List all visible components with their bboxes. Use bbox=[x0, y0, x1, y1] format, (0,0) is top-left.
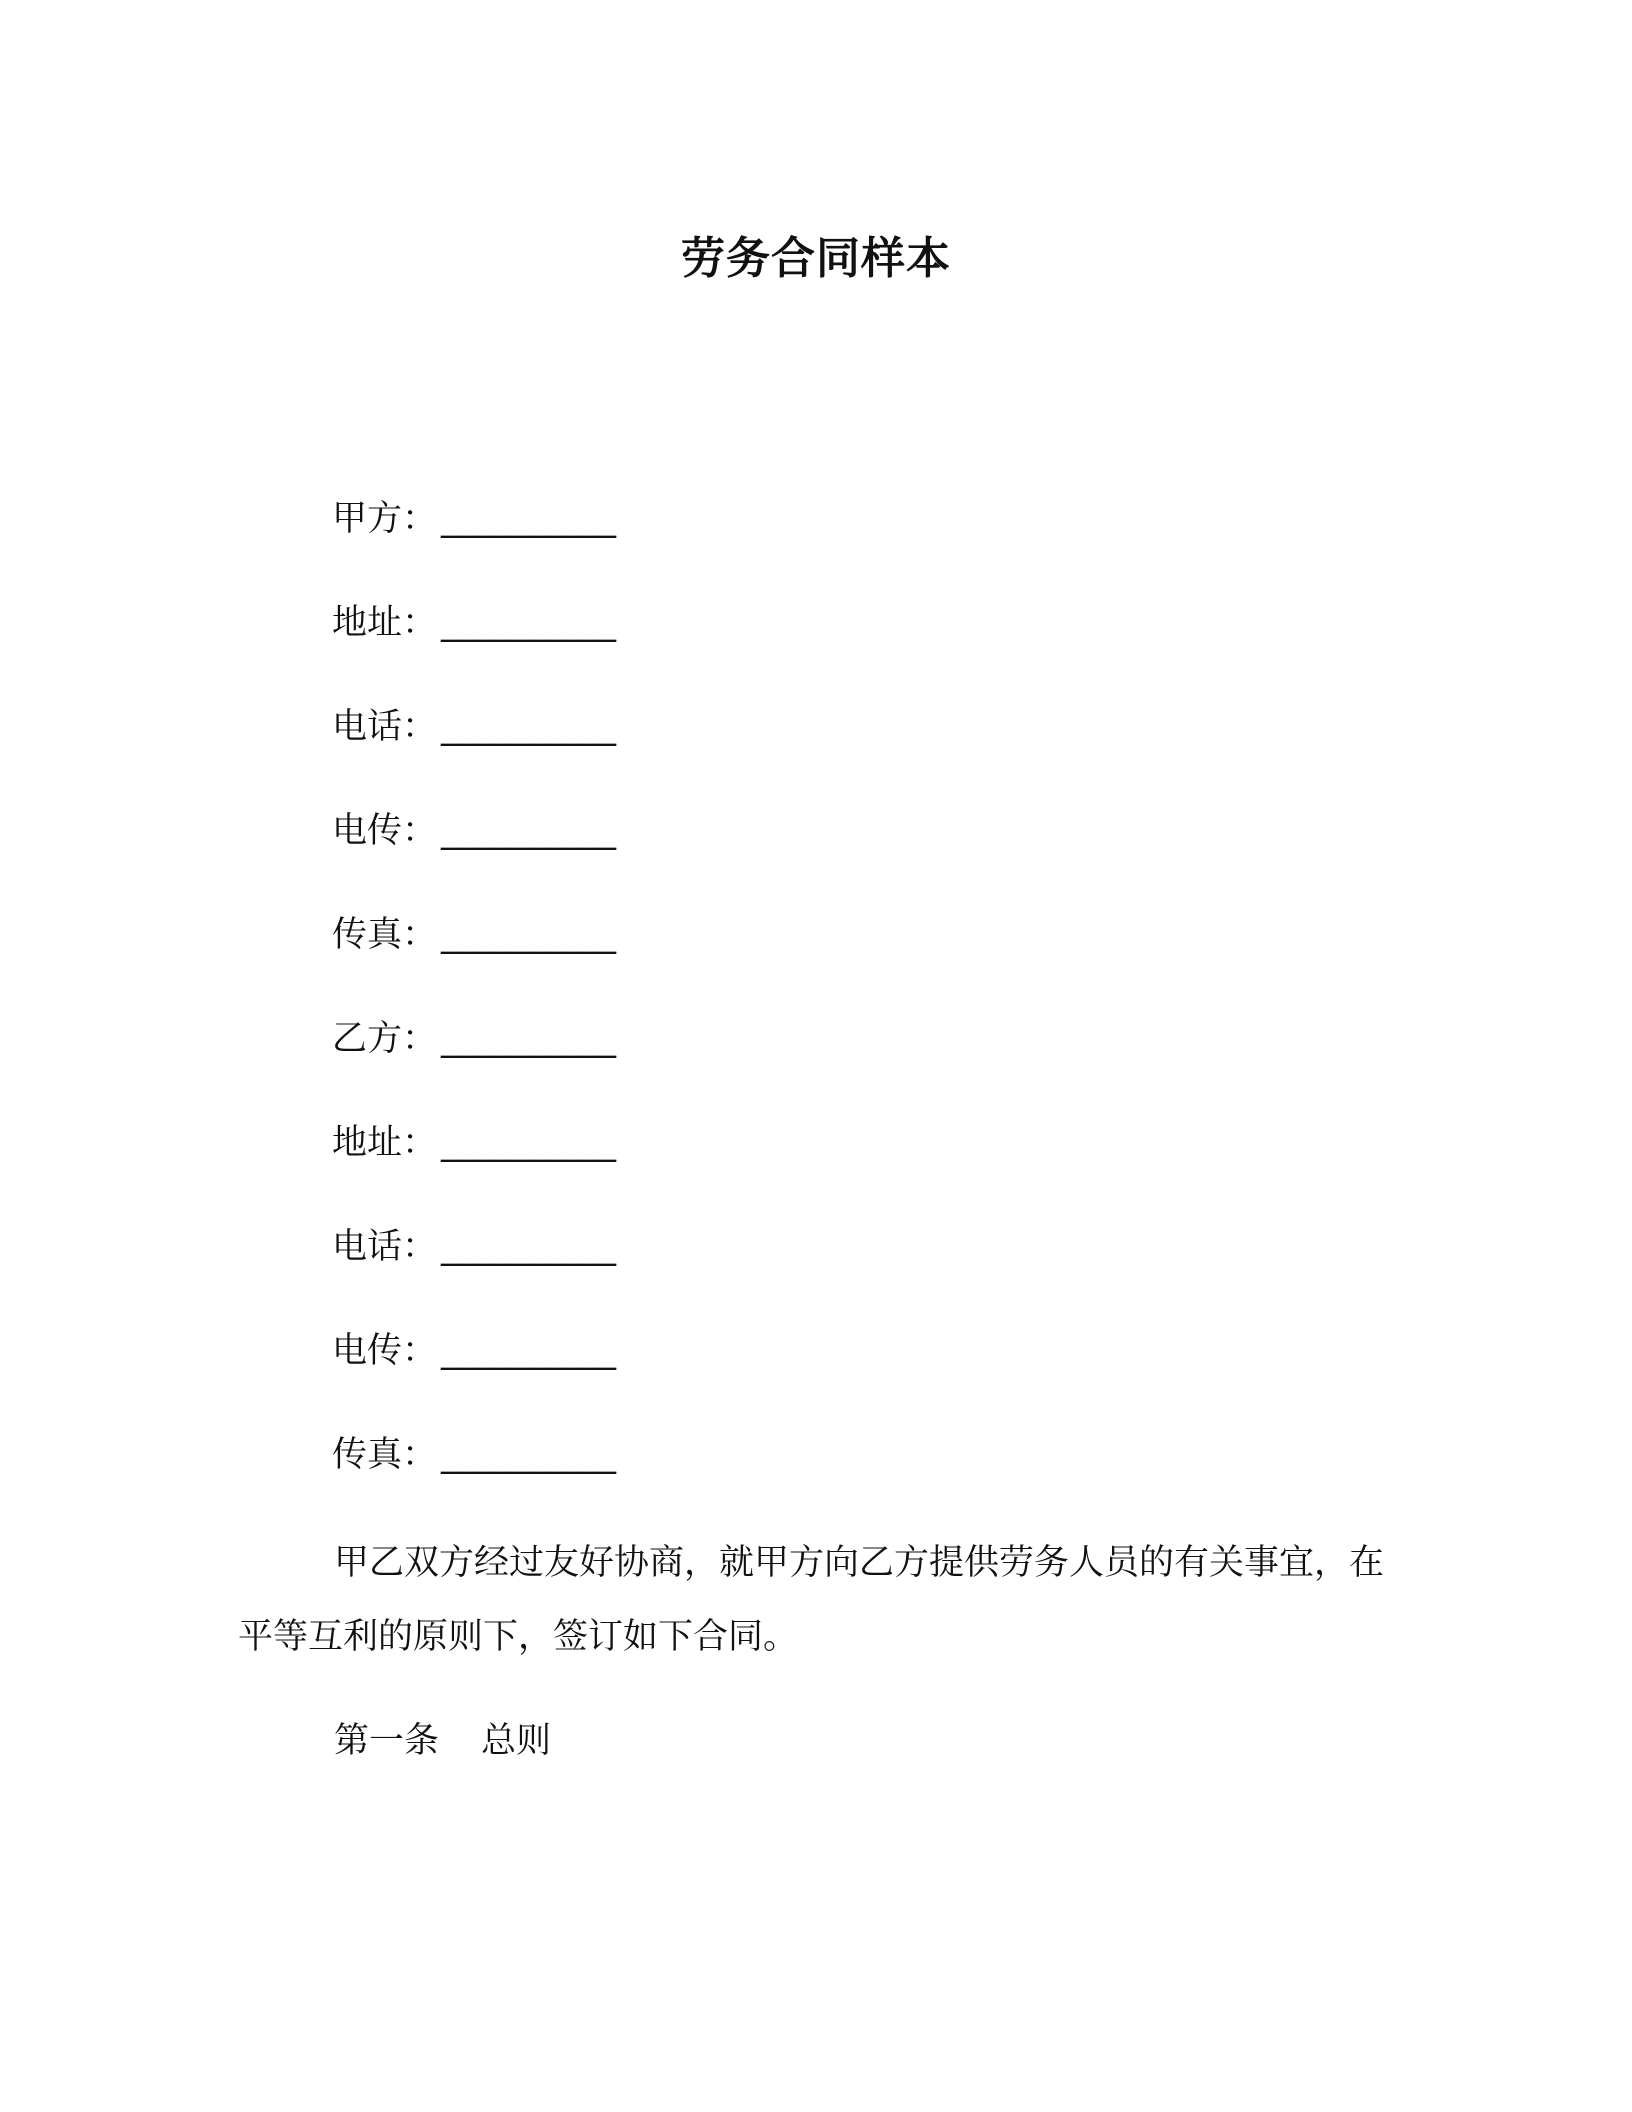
field-label: 传真： bbox=[332, 1435, 438, 1475]
field-label: 传真： bbox=[332, 915, 438, 955]
article-number: 第一条 bbox=[334, 1721, 440, 1761]
field-party-a-phone bbox=[332, 698, 616, 802]
intro-paragraph: 甲乙双方经过友好协商，就甲方向乙方提供劳务人员的有关事宜，在平等互利的原则下，签订如下合同。 bbox=[238, 1543, 1385, 1657]
document-title: 劳务合同样本 bbox=[681, 233, 951, 284]
article-1-heading bbox=[334, 1712, 551, 1770]
field-label: 电话： bbox=[332, 707, 438, 747]
field-party-a bbox=[332, 490, 616, 594]
field-label: 地址： bbox=[332, 1123, 438, 1163]
field-party-b-address bbox=[332, 1114, 616, 1218]
field-party-b-phone bbox=[332, 1218, 616, 1322]
field-blank: __________ bbox=[441, 1331, 617, 1371]
field-blank: __________ bbox=[441, 499, 617, 539]
field-blank: __________ bbox=[441, 811, 617, 851]
field-blank: __________ bbox=[441, 1435, 617, 1475]
field-blank: __________ bbox=[441, 1019, 617, 1059]
party-fields bbox=[332, 490, 616, 1530]
article-title: 总则 bbox=[481, 1721, 552, 1761]
field-blank: __________ bbox=[441, 1227, 617, 1267]
field-party-b bbox=[332, 1010, 616, 1114]
field-label: 电传： bbox=[332, 1331, 438, 1371]
field-party-a-fax bbox=[332, 906, 616, 1010]
field-blank: __________ bbox=[441, 915, 617, 955]
field-label: 电传： bbox=[332, 811, 438, 851]
field-party-a-address bbox=[332, 594, 616, 698]
field-party-a-telex bbox=[332, 802, 616, 906]
field-party-b-fax bbox=[332, 1426, 616, 1530]
field-blank: __________ bbox=[441, 1123, 617, 1163]
field-blank: __________ bbox=[441, 603, 617, 643]
field-label: 电话： bbox=[332, 1227, 438, 1267]
field-label: 乙方： bbox=[332, 1019, 438, 1059]
field-label: 甲方： bbox=[332, 499, 438, 539]
field-party-b-telex bbox=[332, 1322, 616, 1426]
field-label: 地址： bbox=[332, 603, 438, 643]
field-blank: __________ bbox=[441, 707, 617, 747]
